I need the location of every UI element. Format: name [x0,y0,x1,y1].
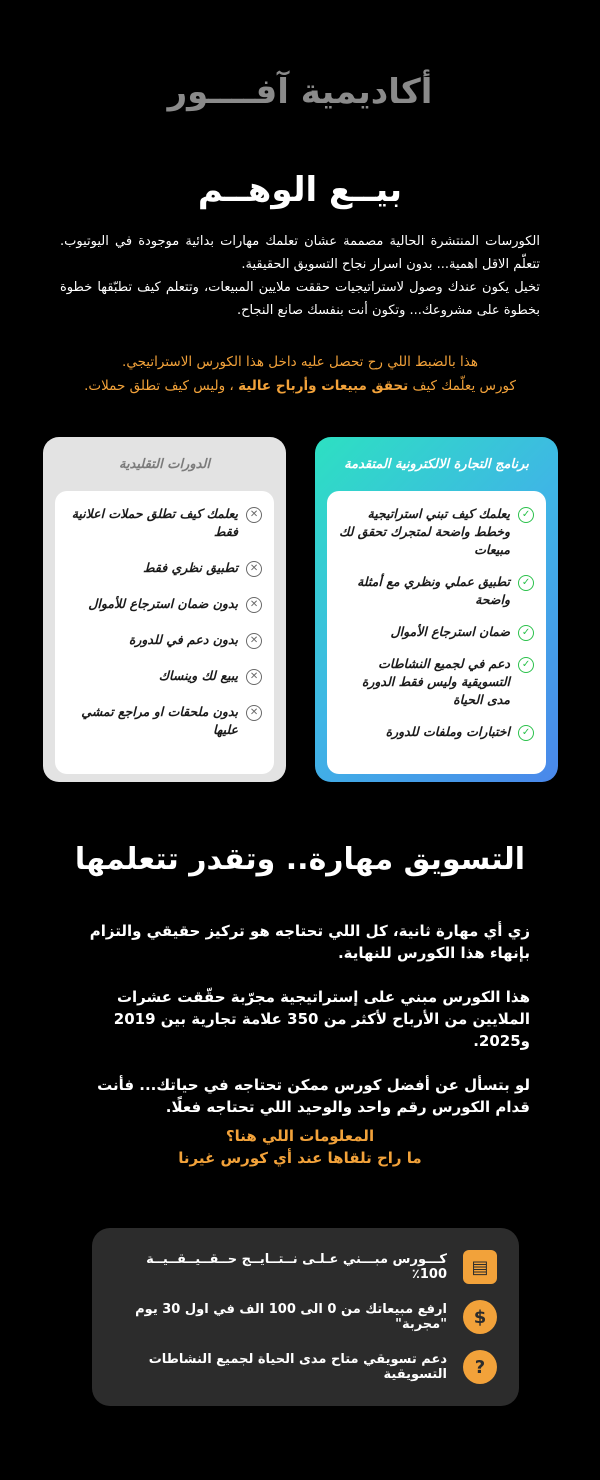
question-line-2: ما راح تلقاها عند أي كورس غيرنا [178,1149,422,1167]
x-circle-icon: ✕ [246,561,262,577]
traditional-feature: ✕ بدون ملحقات او مراجع تمشي عليها [67,703,262,739]
x-circle-icon: ✕ [246,669,262,685]
check-circle-icon: ✓ [518,625,534,641]
traditional-feature-list [55,491,274,774]
skill-paragraph-2: هذا الكورس مبني على إستراتيجية مجرّبة حقّقت عشرات الملايين من الأرباح لأكثر من 350 علامة تجارية بين 2019 و2025. [113,988,530,1050]
benefits-box [92,1228,519,1406]
benefit-text: ارفع مبيعاتك من 0 الى 100 الف في اول 30 يوم "مجربة" [135,1302,447,1332]
academy-logo: أكاديمية آفــــور [167,72,433,112]
advanced-feature: ✓ ضمان استرجاع الأموال [339,623,534,641]
x-circle-icon: ✕ [246,705,262,721]
x-circle-icon: ✕ [246,633,262,649]
benefit-item [114,1292,497,1342]
traditional-feature: ✕ تطبيق نظري فقط [67,559,262,577]
traditional-card-title: الدورات التقليدية [118,457,211,472]
highlight-text [60,350,540,398]
skill-paragraph-1: زي أي مهارة ثانية، كل اللي تحتاجه هو تركيز حقيقي والتزام بإنهاء هذا الكورس للنهاية. [89,922,530,962]
check-circle-icon: ✓ [518,725,534,741]
traditional-feature: ✕ يبيع لك وينساك [67,667,262,685]
x-circle-icon: ✕ [246,597,262,613]
advanced-feature-list [327,491,546,774]
benefit-text: كـــورس مبـــني عـلـى نــتــايــج حــقــيــقــيــة 100٪ [146,1252,447,1282]
benefit-text: دعم تسويقي متاح مدى الحياة لجميع النشاطات التسويقية [148,1352,447,1382]
benefit-item [114,1242,497,1292]
highlight-bold: تحقق مبيعات وأرباح عالية [238,378,409,394]
dollar-icon: $ [463,1300,497,1334]
check-circle-icon: ✓ [518,657,534,673]
intro-paragraph-2: تخيل يكون عندك وصول لاستراتيجيات حققت ملايين المبيعات، وتتعلم كيف تطبّقها خطوة بخطوة على مشروعك... وتكون أنت بنفسك صانع النجاح. [60,280,540,318]
check-circle-icon: ✓ [518,507,534,523]
advanced-feature: ✓ دعم في لجميع النشاطات التسويقية وليس فقط الدورة مدى الحياة [339,655,534,709]
traditional-feature: ✕ بدون دعم في للدورة [67,631,262,649]
support-chat-icon: ? [463,1350,497,1384]
traditional-feature: ✕ بدون ضمان استرجاع للأموال [67,595,262,613]
intro-paragraph-1: الكورسات المنتشرة الحالية مصممة عشان تعلمك مهارات بدائية موجودة في اليوتيوب. تتعلّم الاقل اهمية... بدون اسرار نجاح التسويق الحقيقية. [60,234,540,272]
hero-title: بيــع الوهــم [197,170,403,210]
highlight-line-1: هذا بالضبط اللي رح تحصل عليه داخل هذا الكورس الاستراتيجي. [122,354,478,370]
advanced-feature: ✓ يعلمك كيف تبني استراتيجية وخطط واضحة لمتجرك تحقق لك مبيعات [339,505,534,559]
traditional-courses-card [43,437,286,782]
course-icon: ▤ [463,1250,497,1284]
skill-paragraph-3: لو بتسأل عن أفضل كورس ممكن تحتاجه في حياتك... فأنت قدام الكورس رقم واحد والوحيد اللي تحتاجه فعلًا. [97,1076,530,1116]
question-line-1: المعلومات اللي هنا؟ [225,1127,375,1145]
x-circle-icon: ✕ [246,507,262,523]
advanced-card-title: برنامج التجارة الالكترونية المتقدمة [344,457,529,472]
highlight-line-2: كورس يعلّمك كيف تحقق مبيعات وأرباح عالية ، وليس كيف تطلق حملات. [84,378,516,394]
advanced-feature: ✓ تطبيق عملي ونظري مع أمثلة واضحة [339,573,534,609]
advanced-feature: ✓ اختبارات وملفات للدورة [339,723,534,741]
intro-text [60,230,540,322]
info-question [0,1125,600,1169]
check-circle-icon: ✓ [518,575,534,591]
advanced-program-card [315,437,558,782]
benefit-item [114,1342,497,1392]
marketing-skill-body [70,920,530,1140]
traditional-feature: ✕ يعلمك كيف تطلق حملات اعلانية فقط [67,505,262,541]
marketing-skill-title: التسويق مهارة.. وتقدر تتعلمها [74,842,526,877]
